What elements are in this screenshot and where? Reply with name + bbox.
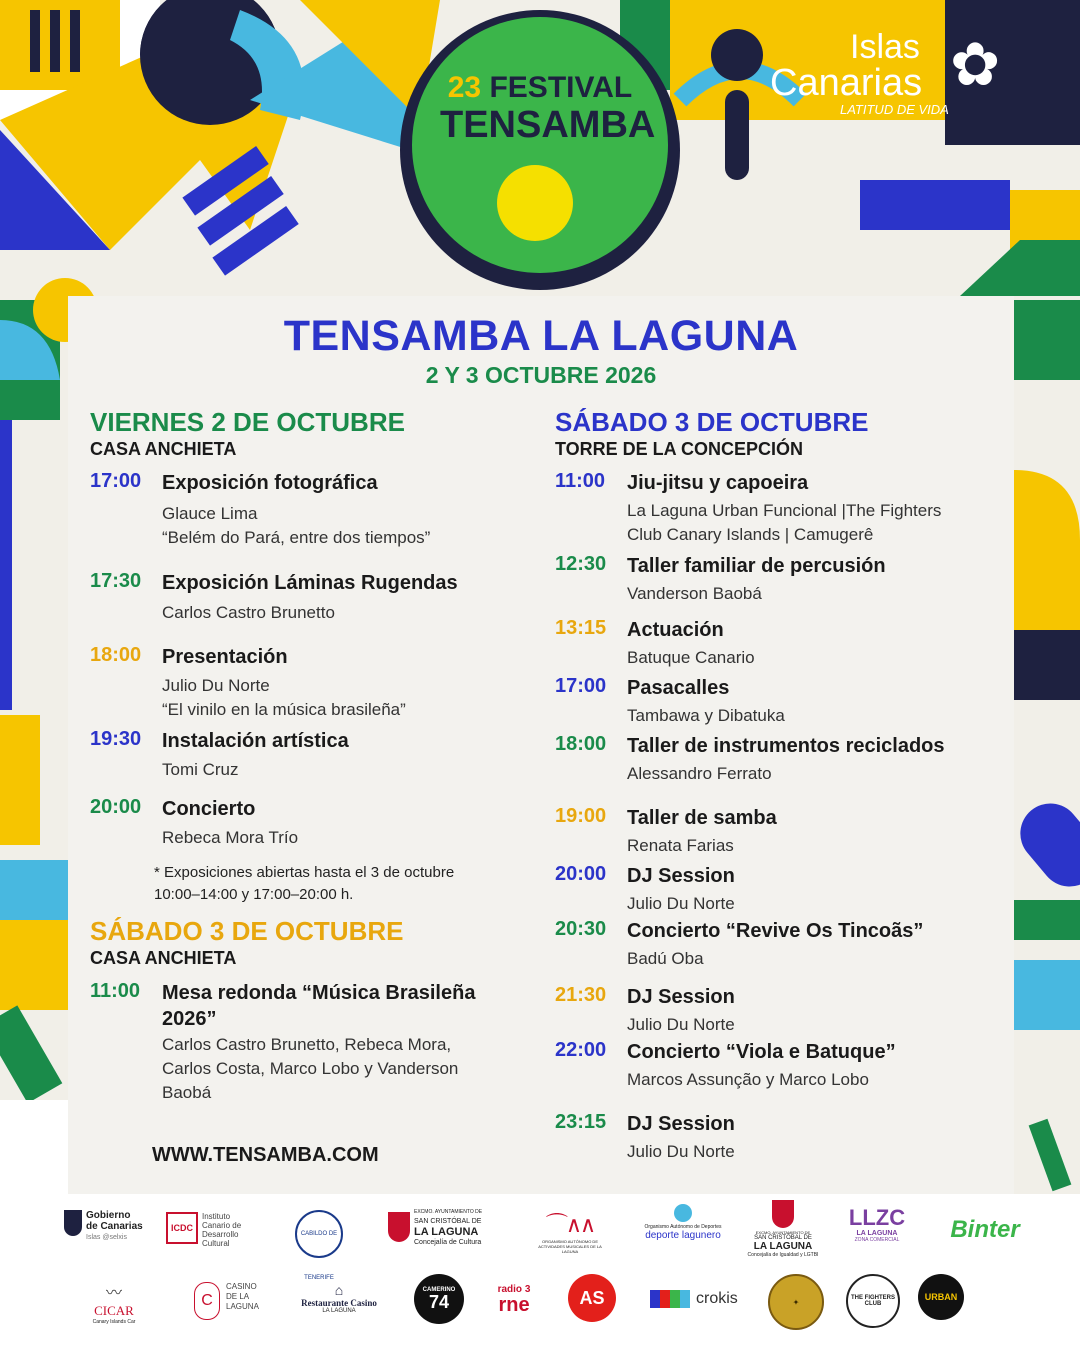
website-link[interactable]: WWW.TENSAMBA.COM bbox=[152, 1144, 379, 1166]
logo-text: crokis bbox=[696, 1290, 738, 1307]
event-time: 21:30 bbox=[555, 984, 607, 1006]
event-time: 17:00 bbox=[555, 675, 607, 697]
logo-text: Islas @selxis bbox=[86, 1234, 127, 1241]
event-time: 13:15 bbox=[555, 617, 607, 639]
event-name: DJ Session bbox=[627, 1113, 735, 1135]
logo-text: THE FIGHTERS CLUB bbox=[850, 1295, 895, 1307]
event-detail: Tomi Cruz bbox=[162, 760, 239, 779]
logo-text: LA LAGUNA bbox=[753, 1241, 813, 1252]
urban-funcional-logo bbox=[918, 1274, 964, 1320]
event-name: Exposición fotográfica bbox=[162, 472, 378, 494]
logo-text: Instituto bbox=[202, 1212, 231, 1221]
logo-text: LA LAGUNA bbox=[414, 1226, 479, 1238]
logo-text: EXCMO. AYUNTAMIENTO DE bbox=[755, 1230, 811, 1235]
event-detail: “Belém do Pará, entre dos tiempos” bbox=[162, 528, 431, 547]
event-detail: Glauce Lima bbox=[162, 504, 258, 523]
event-name: Concierto bbox=[162, 798, 256, 820]
fighters-club-logo bbox=[846, 1274, 900, 1328]
event-detail: Badú Oba bbox=[627, 949, 704, 968]
icdc-logo bbox=[166, 1212, 246, 1248]
brand-line1: Islas bbox=[850, 28, 920, 66]
logo-text: CASINO bbox=[226, 1282, 257, 1291]
event-detail: Rebeca Mora Trío bbox=[162, 828, 299, 847]
sponsor-footer bbox=[0, 1194, 1080, 1350]
logo-text: LA LAGUNA bbox=[856, 1230, 898, 1237]
event-time: 17:00 bbox=[90, 470, 142, 492]
note-line: * Exposiciones abiertas hasta el 3 de octubre bbox=[154, 864, 455, 881]
event-detail: Alessandro Ferrato bbox=[627, 764, 772, 783]
icdc-mark-icon: ICDC bbox=[166, 1212, 198, 1244]
event-detail: Club Canary Islands | Camugerê bbox=[627, 525, 874, 544]
venue-casa-anchieta: CASA ANCHIETA bbox=[90, 439, 237, 459]
logo-text: de Canarias bbox=[86, 1221, 143, 1232]
logo-text: LAGUNA bbox=[226, 1302, 259, 1311]
exhibition-note bbox=[154, 862, 494, 906]
llzc-logo bbox=[845, 1206, 909, 1243]
logo-text: Cultural bbox=[202, 1239, 230, 1248]
logo-text: Binter bbox=[950, 1216, 1020, 1243]
logo-text: AS bbox=[579, 1287, 605, 1308]
event-detail: Renata Farias bbox=[627, 836, 734, 855]
logo-text: SAN CRISTÓBAL DE bbox=[414, 1218, 482, 1225]
note-line: 10:00–14:00 y 17:00–20:00 h. bbox=[154, 886, 354, 903]
event-time: 11:00 bbox=[90, 980, 141, 1002]
crest-icon bbox=[64, 1210, 82, 1236]
event-name: Instalación artística bbox=[162, 730, 349, 752]
day-title-viernes: VIERNES 2 DE OCTUBRE bbox=[90, 407, 405, 437]
crokis-logo bbox=[650, 1290, 750, 1308]
logo-text: Canario de bbox=[202, 1221, 242, 1230]
logo-text: Desarrollo bbox=[202, 1230, 239, 1239]
event-name: Pasacalles bbox=[627, 677, 730, 699]
logo-text: DE LA bbox=[226, 1292, 250, 1301]
event-detail: Carlos Castro Brunetto, Rebeca Mora, bbox=[162, 1035, 452, 1054]
logo-text: EXCMO. AYUNTAMIENTO DE bbox=[414, 1209, 483, 1215]
camerino-74-logo bbox=[414, 1274, 464, 1324]
event-name: Concierto “Viola e Batuque” bbox=[627, 1041, 896, 1063]
ayuntamiento-igualdad-logo bbox=[745, 1200, 821, 1258]
cubes-icon bbox=[650, 1290, 690, 1308]
event-detail: Carlos Castro Brunetto bbox=[162, 603, 335, 622]
event-name-cont: 2026” bbox=[162, 1008, 217, 1030]
page-title: TENSAMBA LA LAGUNA bbox=[283, 312, 799, 360]
event-detail: Julio Du Norte bbox=[627, 1015, 735, 1034]
event-time: 19:00 bbox=[555, 805, 607, 827]
logo-text: LA LAGUNA bbox=[322, 1308, 356, 1314]
cicar-logo bbox=[82, 1280, 146, 1325]
gobierno-canarias-logo bbox=[64, 1210, 144, 1243]
binter-logo bbox=[940, 1216, 1030, 1244]
venue-casa-anchieta-2: CASA ANCHIETA bbox=[90, 948, 237, 968]
event-time: 11:00 bbox=[555, 470, 606, 492]
festival-logo bbox=[440, 71, 656, 146]
deporte-dot-icon bbox=[674, 1204, 692, 1222]
event-name: Mesa redonda “Música Brasileña bbox=[162, 982, 476, 1004]
logo-text: CAMERINO bbox=[422, 1287, 456, 1293]
restaurante-casino-logo bbox=[294, 1282, 384, 1314]
festival-word: FESTIVAL bbox=[489, 71, 633, 104]
cicar-swoosh-icon: 〰 bbox=[105, 1285, 122, 1302]
event-detail: Baobá bbox=[162, 1083, 212, 1102]
shield-icon bbox=[388, 1212, 410, 1242]
festival-name: TENSAMBA bbox=[440, 104, 656, 146]
festival-badge bbox=[395, 5, 685, 295]
logo-text: URBAN bbox=[924, 1292, 958, 1302]
event-detail: La Laguna Urban Funcional |The Fighters bbox=[627, 501, 942, 520]
radio3-rne-logo bbox=[492, 1284, 536, 1315]
logo-text: Canary Islands Car bbox=[92, 1319, 136, 1325]
logo-text: LLZC bbox=[848, 1205, 906, 1230]
venue-torre-concepcion: TORRE DE LA CONCEPCIÓN bbox=[555, 439, 804, 459]
logo-text: ORGANISMO AUTÓNOMO DE ACTIVIDADES MUSICALES DE LA LAGUNA bbox=[538, 1239, 602, 1254]
event-detail: Julio Du Norte bbox=[627, 1142, 735, 1161]
logo-text: CICAR bbox=[94, 1303, 134, 1318]
event-detail: Julio Du Norte bbox=[162, 676, 270, 695]
brand-line2: Canarias bbox=[770, 62, 923, 104]
oam-mark-icon: ⌒∧∧ bbox=[545, 1212, 595, 1237]
logo-text: Concejalía de Igualdad y LGTBI bbox=[747, 1252, 819, 1258]
logo-text: Organismo Autónomo de Deportes bbox=[644, 1224, 722, 1230]
event-name: Taller familiar de percusión bbox=[627, 555, 886, 577]
shield-icon bbox=[772, 1200, 794, 1228]
logo-text: 74 bbox=[428, 1292, 450, 1312]
logo-text: deporte lagunero bbox=[645, 1230, 721, 1241]
event-name: Jiu-jitsu y capoeira bbox=[627, 472, 809, 494]
oam-logo bbox=[530, 1208, 610, 1254]
logo-text: ZONA COMERCIAL bbox=[854, 1237, 900, 1243]
event-detail: Julio Du Norte bbox=[627, 894, 735, 913]
event-time: 20:30 bbox=[555, 918, 607, 940]
day-title-sabado-right: SÁBADO 3 DE OCTUBRE bbox=[555, 407, 869, 437]
logo-text: SAN CRISTÓBAL DE bbox=[754, 1235, 812, 1241]
event-name: DJ Session bbox=[627, 865, 735, 887]
event-detail: Carlos Costa, Marco Lobo y Vanderson bbox=[162, 1059, 459, 1078]
logo-text: Restaurante Casino bbox=[301, 1298, 377, 1308]
logo-text: Concejalía de Cultura bbox=[414, 1239, 482, 1246]
day-title-sabado-left: SÁBADO 3 DE OCTUBRE bbox=[90, 916, 404, 946]
logo-text: rne bbox=[498, 1294, 530, 1316]
logo-text: Gobierno bbox=[86, 1210, 131, 1221]
camugere-badge-logo: ✦ bbox=[768, 1274, 824, 1330]
deporte-lagunero-logo bbox=[640, 1204, 726, 1241]
casino-laguna-logo bbox=[194, 1282, 264, 1312]
flower-icon: ✿ bbox=[950, 31, 1001, 98]
logo-text: CABILDO DE TENERIFE bbox=[300, 1231, 338, 1281]
event-time: 12:30 bbox=[555, 553, 607, 575]
event-name: Concierto “Revive Os Tincoãs” bbox=[627, 920, 924, 942]
event-time: 19:30 bbox=[90, 728, 142, 750]
event-name: Taller de instrumentos reciclados bbox=[627, 735, 945, 757]
event-detail: Marcos Assunção y Marco Lobo bbox=[627, 1070, 869, 1089]
casino-crest-icon: C bbox=[194, 1282, 220, 1320]
event-time: 18:00 bbox=[555, 733, 607, 755]
event-time: 20:00 bbox=[555, 863, 607, 885]
event-detail: “El vinilo en la música brasileña” bbox=[162, 700, 406, 719]
festival-number: 23 bbox=[447, 71, 482, 104]
event-time: 22:00 bbox=[555, 1039, 607, 1061]
event-name: Presentación bbox=[162, 646, 288, 668]
event-time: 17:30 bbox=[90, 570, 142, 592]
ayuntamiento-cultura-logo bbox=[388, 1208, 488, 1247]
event-time: 23:15 bbox=[555, 1111, 607, 1133]
event-time: 20:00 bbox=[90, 796, 142, 818]
event-detail: Batuque Canario bbox=[627, 648, 755, 667]
building-icon: ⌂ bbox=[334, 1282, 344, 1298]
event-detail: Vanderson Baobá bbox=[627, 584, 762, 603]
brand-tagline: LATITUD DE VIDA bbox=[840, 102, 949, 117]
event-name: DJ Session bbox=[627, 986, 735, 1008]
event-name: Actuación bbox=[627, 619, 724, 641]
logo-text: radio 3 bbox=[497, 1284, 531, 1295]
event-name: Taller de samba bbox=[627, 807, 777, 829]
event-name: Exposición Láminas Rugendas bbox=[162, 572, 458, 594]
as-logo bbox=[568, 1274, 616, 1322]
event-detail: Tambawa y Dibatuka bbox=[627, 706, 785, 725]
event-time: 18:00 bbox=[90, 644, 142, 666]
page-dates: 2 Y 3 OCTUBRE 2026 bbox=[425, 362, 657, 388]
cabildo-tenerife-logo bbox=[295, 1210, 343, 1281]
